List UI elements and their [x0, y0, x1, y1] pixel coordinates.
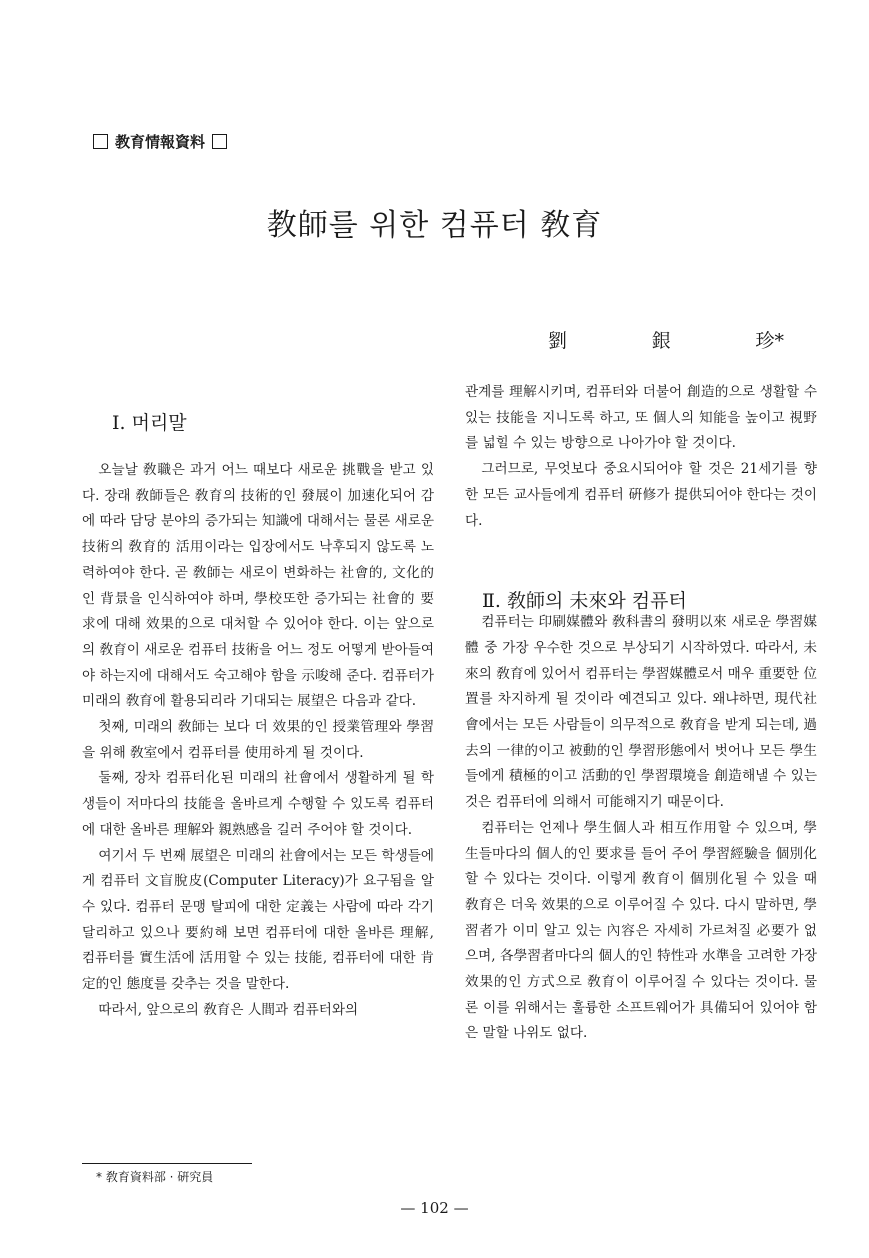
article-title: 教師를 위한 컴퓨터 敎育 [266, 208, 603, 243]
paragraph: 여기서 두 번째 展望은 미래의 社會에서는 모든 학생들에게 컴퓨터 文盲脫皮(Computer Literacy)가 요구됨을 알 수 있다. 컴퓨터 문맹 탈피에 대한 定義는 사람에 따라 각기 달리하고 있으나 要約해 보면 컴퓨터에 대한 올바른 理解, 컴퓨터를 實生活에 活用할 수 있는 技能, 컴퓨터에 대한 肯定的인 態度를 갖추는 것을 말한다. [82, 847, 434, 993]
author-part: 珍* [755, 330, 784, 352]
author-part: 銀 [651, 330, 671, 352]
paragraph: 컴퓨터는 언제나 學生個人과 相互作用할 수 있으며, 學生들마다의 個人的인 要求를 들어 주어 學習經驗을 個別化할 수 있다는 것이다. 이렇게 敎育이 個別化될 수 있을 때 敎育은 더욱 效果的으로 이루어질 수 있다. 다시 말하면, 學習者가 이미 알고 있는 內容은 자세히 가르쳐질 必要가 없으며, 各學習者마다의 個人的인 特性과 水準을 고려한 가장 效果的인 方式으로 敎育이 이루어질 수 있다는 것이다. 물론 이를 위해서는 훌륭한 소프트웨어가 具備되어 있어야 함은 말할 나위도 없다. [465, 819, 817, 1042]
page-number: — 102 — [400, 1199, 469, 1217]
paragraph: 둘째, 장차 컴퓨터化된 미래의 社會에서 생활하게 될 학생들이 저마다의 技能을 올바르게 수행할 수 있도록 컴퓨터에 대한 올바른 理解와 親熟感을 길러 주어야 할 것이다. [82, 770, 434, 838]
paragraph-cont-text: 관계를 理解시키며, 컴퓨터와 더불어 創造的으로 생활할 수 있는 技能을 지니도록 하고, 또 個人의 知能을 높이고 視野를 넓힐 수 있는 방향으로 나아가야 할 것이다. [465, 384, 817, 452]
footnote: * 敎育資料部 · 硏究員 [96, 1170, 214, 1184]
author-name [548, 326, 784, 353]
paragraph-start: 따라서, 앞으로의 敎育은 人間과 컴퓨터와의 [98, 1001, 359, 1018]
left-column [82, 458, 434, 1023]
paragraph: 첫째, 미래의 敎師는 보다 더 效果的인 授業管理와 學習을 위해 敎室에서 컴퓨터를 使用하게 될 것이다. [82, 719, 434, 761]
series-label-text: 教育情報資料 [115, 133, 206, 151]
footnote-divider [82, 1163, 252, 1164]
paragraph [82, 998, 434, 1024]
paragraph: 그러므로, 무엇보다 중요시되어야 할 것은 21세기를 향한 모든 교사들에게 컴퓨터 硏修가 提供되어야 한다는 것이다. [465, 461, 817, 529]
section-heading: Ⅱ. 敎師의 未來와 컴퓨터 [482, 590, 687, 612]
paragraph-continued [465, 380, 817, 457]
paragraph: 컴퓨터는 印刷媒體와 敎科書의 發明以來 새로운 學習媒體 중 가장 우수한 것으로 부상되기 시작하였다. 따라서, 未來의 敎育에 있어서 컴퓨터는 學習媒體로서 매우 重要한 位置를 차지하게 될 것이라 예견되고 있다. 왜냐하면, 現代社會에서는 모든 사람들이 의무적으로 敎育을 받게 되는데, 過去의 一律的이고 被動的인 學習形態에서 벗어나 모든 學生들에게 積極的이고 活動的인 學習環境을 創造해낼 수 있는 것은 컴퓨터에 의해서 可能해지기 때문이다. [465, 614, 817, 811]
section-heading: Ⅰ. 머리말 [112, 412, 187, 434]
box-icon [93, 134, 108, 149]
box-icon [212, 134, 227, 149]
right-column [465, 380, 817, 1047]
author-part: 劉 [548, 330, 568, 352]
series-label [93, 131, 227, 152]
paragraph: 오늘날 敎職은 과거 어느 때보다 새로운 挑戰을 받고 있다. 장래 敎師들은 敎育의 技術的인 發展이 加速化되어 감에 따라 담당 분야의 증가되는 知識에 대해서는 물론 새로운 技術의 敎育的 活用이라는 입장에서도 낙후되지 않도록 노력하여야 한다. 곧 敎師는 새로이 변화하는 社會的, 文化的인 背景을 인식하여야 하며, 學校또한 증가되는 社會的 要求에 대해 效果的으로 대처할 수 있어야 한다. 이는 앞으로의 敎育이 새로운 컴퓨터 技術을 어느 정도 어떻게 받아들여야 하는지에 대해서도 숙고해야 함을 示唆해 준다. 컴퓨터가 미래의 敎育에 활용되리라 기대되는 展望은 다음과 같다. [82, 462, 434, 710]
